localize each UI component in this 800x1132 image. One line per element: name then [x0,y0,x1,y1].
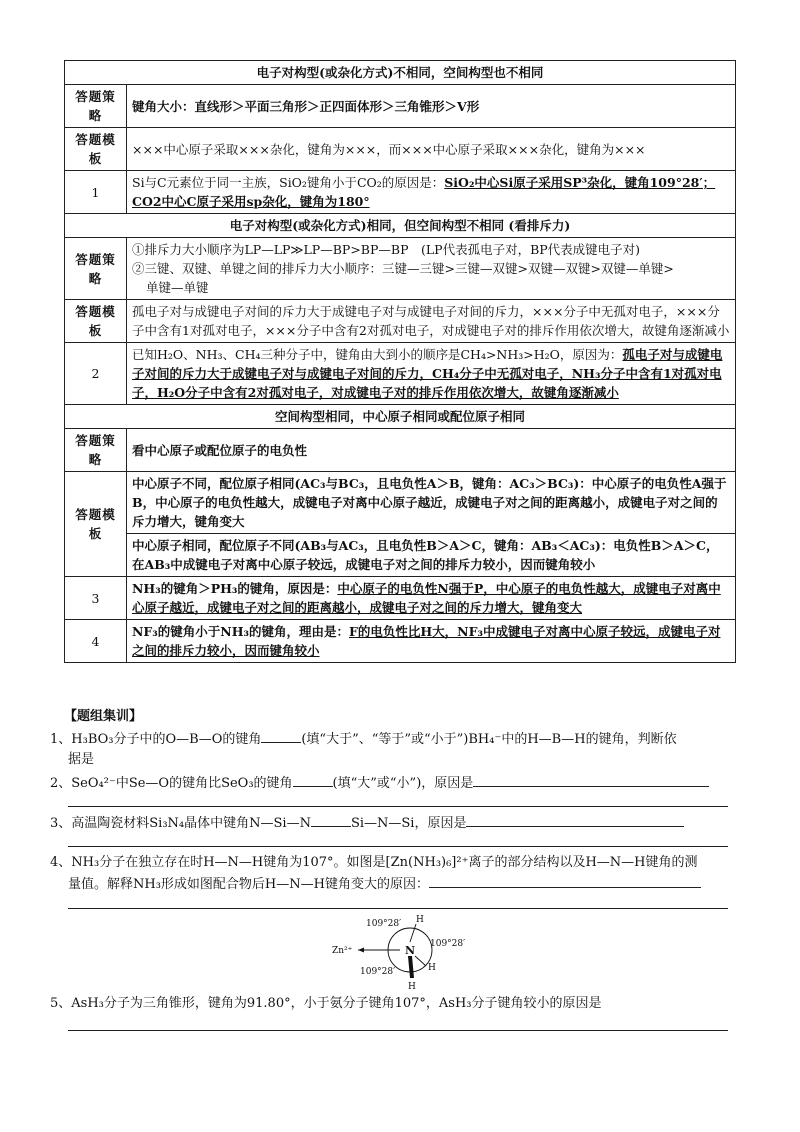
angle-bottom-label: 109°28′ [360,967,396,977]
section-1-header-row [65,61,736,85]
example-number: 4 [65,620,127,663]
question-5-text: 5、AsH₃分子为三角锥形，键角为91.80°，小于氨分子键角107°，AsH₃分子键角较小的原因是 [50,996,602,1011]
section-2-strategy [127,238,736,300]
zn-nh3-structure-diagram [330,912,470,990]
answer-line[interactable] [68,846,728,847]
question-2-text-b: (填“大”或“小”)，原因是 [332,776,474,791]
strategy-line-2: ②三键、双键、单键之间的排斥力大小顺序：三键—三键>三键—双键>双键—双键>双键—单键> [132,261,674,276]
question-4 [50,853,750,895]
n-label: N [405,944,416,957]
template-label: 答题模板 [65,128,127,171]
strategy-line-3: 单键—单键 [146,280,209,295]
example-number: 1 [65,171,127,214]
section-3-template-2: 中心原子相同，配位原子不同(AB₃与AC₃，且电负性B＞A＞C，键角：AB₃＜AC₃)：电负性B＞A＞C，在AB₃中成键电子对离中心原子较远，成键电子对之间的排斥力较小，因而键角较小 [127,534,736,577]
example-1-row [65,171,736,214]
section-3-header-row [65,405,736,429]
section-1-strategy-row [65,85,736,128]
section-2-strategy-row [65,238,736,300]
question-1-blank[interactable] [261,728,301,743]
zn-label: Zn²⁺ [332,946,353,956]
example-number: 2 [65,343,127,405]
question-3-text-a: 3、高温陶瓷材料Si₃N₄晶体中键角N—Si—N [50,816,311,831]
section-1-strategy: 键角大小：直线形＞平面三角形＞正四面体形＞三角锥形＞V形 [127,85,736,128]
section-3-template-row [65,472,736,534]
template-label: 答题模板 [65,300,127,343]
section-3-template-row-2 [65,534,736,577]
section-1-template-row [65,128,736,171]
question-4-line-2 [50,873,750,895]
answer-line[interactable] [68,806,728,807]
answer-line[interactable] [68,1030,728,1031]
section-2-header-row [65,214,736,238]
question-2 [50,772,750,794]
example-1-answer: SiO₂中心Si原子采用SP³杂化，键角109°28′；CO2中心C原子采用sp杂化，键角为180° [132,175,716,209]
answer-line[interactable] [68,908,728,909]
question-4-text-a: 4、NH₃分子在独立存在时H—N—H键角为107°。如图是[Zn(NH₃)₆]²⁺离子的部分结构以及H—N—H键角的测 [50,855,698,870]
example-2-row [65,343,736,405]
question-1 [50,728,750,770]
question-2-answer-blank[interactable] [473,772,709,787]
angle-right-label: 109°28′ [430,939,466,949]
example-3-question: NH₃的键角＞PH₃的键角，原因是： [132,581,338,596]
example-3-answer: 中心原子的电负性N强于P，中心原子的电负性越大，成键电子对离中心原子越近，成键电子对之间的距离越小，成键电子对之间的斥力增大，键角变大 [132,581,721,615]
question-3 [50,812,750,834]
example-2-question: 已知H₂O、NH₃、CH₄三种分子中，键角由大到小的顺序是CH₄>NH₃>H₂O，原因为： [132,347,623,362]
question-3-blank[interactable] [311,812,351,827]
question-1-text-a: 1、H₃BO₃分子中的O—B—O的键角 [50,732,262,747]
angle-top-label: 109°28′ [366,919,402,929]
question-4-text-b: 量值。解释NH₃形成如图配合物后H—N—H键角变大的原因： [68,877,429,892]
example-4-answer: F的电负性比H大，NF₃中成键电子对离中心原子较远，成键电子对之间的排斥力较小，因而键角较小 [132,624,721,658]
section-1-template: ×××中心原子采取×××杂化，键角为×××，而×××中心原子采取×××杂化，键角为××× [127,128,736,171]
summary-table [64,60,736,663]
bond-top [410,924,416,942]
question-4-answer-blank[interactable] [429,873,701,888]
question-2-text-a: 2、SeO₄²⁻中Se—O的键角比SeO₃的键角 [50,776,293,791]
question-3-answer-blank[interactable] [466,812,684,827]
section-2-template: 孤电子对与成键电子对间的斥力大于成键电子对与成键电子对间的斥力，×××分子中无孤对电子，×××分子中含有1对孤对电子，×××分子中含有2对孤对电子，对成键电子对的排斥作用依次增大，故键角逐渐减小 [127,300,736,343]
example-4-question: NF₃的键角小于NH₃的键角，理由是： [132,624,349,639]
example-3-text [127,577,736,620]
section-3-strategy: 看中心原子或配位原子的电负性 [127,429,736,472]
section-2-header: 电子对构型(或杂化方式)相同，但空间构型不相同 (看排斥力) [65,214,736,238]
section-3-header: 空间构型相同，中心原子相同或配位原子相同 [65,405,736,429]
question-5 [50,994,750,1014]
strategy-line-1: ①排斥力大小顺序为LP—LP≫LP—BP>BP—BP (LP代表孤电子对，BP代表成键电子对) [132,242,641,257]
bond-right [415,956,426,966]
question-2-blank[interactable] [293,772,333,787]
h-bottom-label: H [408,982,416,990]
bond-bottom-wedge [408,956,414,978]
section-2-template-row [65,300,736,343]
example-1-text [127,171,736,214]
section-3-template-1: 中心原子不同，配位原子相同(AC₃与BC₃，且电负性A＞B，键角：AC₃＞BC₃)：中心原子的电负性A强于B，中心原子的电负性越大，成键电子对离中心原子越近，成键电子对之间的距离越小，成键电子对之间的斥力增大，键角变大 [127,472,736,534]
h-right-label: H [428,963,436,973]
example-4-text [127,620,736,663]
example-number: 3 [65,577,127,620]
question-3-text-b: Si—N—Si，原因是 [350,816,467,831]
question-1-text-b: (填“大于”、“等于”或“小于”)BH₄⁻中的H—B—H的键角，判断依 [301,732,677,747]
template-label: 答题模板 [65,472,127,577]
arrow-head [358,948,364,953]
example-1-question: Si与C元素位于同一主族，SiO₂键角小于CO₂的原因是： [132,175,445,190]
h-top-label: H [416,915,424,925]
section-3-strategy-row [65,429,736,472]
example-3-row [65,577,736,620]
strategy-label: 答题策略 [65,429,127,472]
strategy-label: 答题策略 [65,85,127,128]
section-1-header: 电子对构型(或杂化方式)不相同，空间构型也不相同 [65,61,736,85]
example-2-text [127,343,736,405]
strategy-label: 答题策略 [65,238,127,300]
example-4-row [65,620,736,663]
question-1-text-c: 据是 [68,752,95,767]
example-2-answer: 孤电子对与成键电子对间的斥力大于成键电子对与成键电子对间的斥力，CH₄分子中无孤对电子，NH₃分子中含有1对孤对电子，H₂O分子中含有2对孤对电子，对成键电子对的排斥作用依次增大，故键角逐渐减小 [132,347,723,400]
practice-title: 【题组集训】 [64,709,143,724]
